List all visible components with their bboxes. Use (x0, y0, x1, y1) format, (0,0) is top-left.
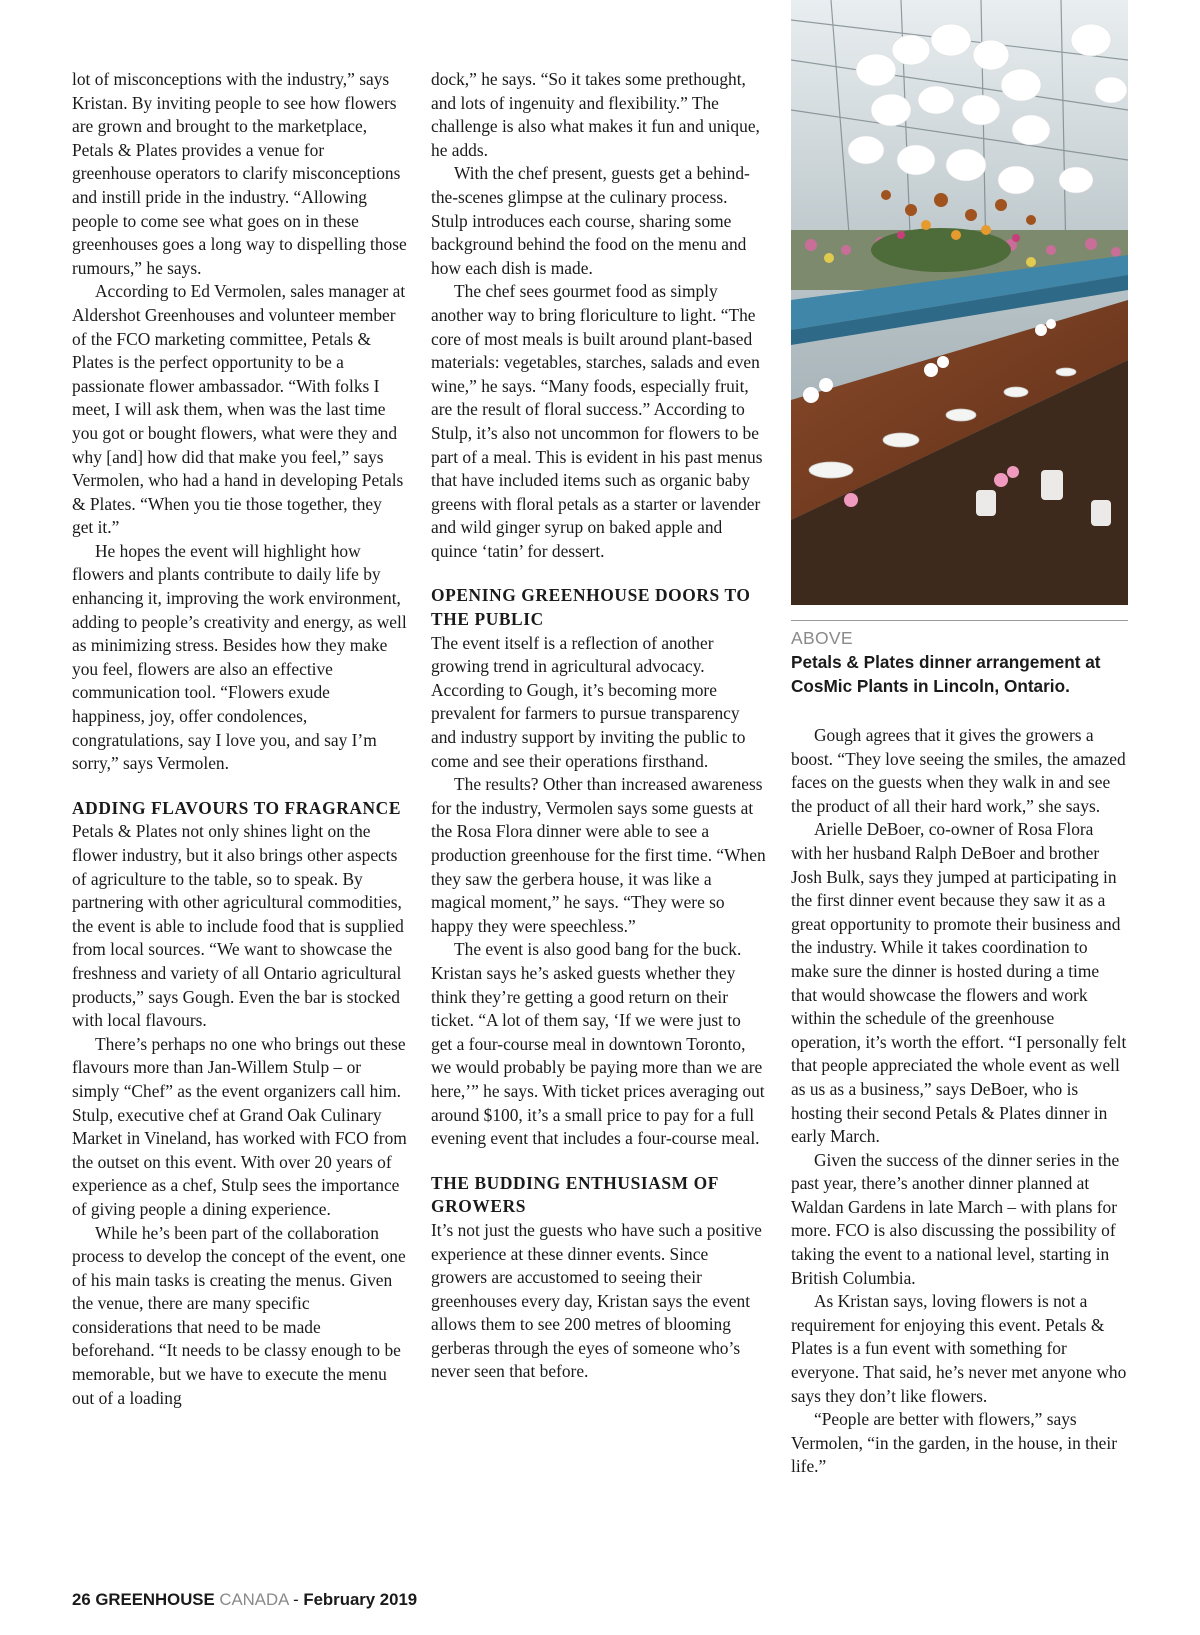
greenhouse-dinner-photo (791, 0, 1128, 605)
paragraph: “People are better with flowers,” says Vermolen, “in the garden, in the house, in their life.” (791, 1409, 1117, 1477)
paragraph: Given the success of the dinner series in the past year, there’s another dinner planned at Waldan Gardens in late March – with plans for more. FCO is also discussing the possibility of taking the event to a national level, starting in British Columbia. (791, 1149, 1120, 1288)
page-footer (72, 1590, 417, 1610)
magazine-name-second: CANADA (219, 1590, 289, 1609)
paragraph: It’s not just the guests who have such a positive experience at these dinner events. Since growers are accustomed to seeing their greenhouses every day, Kristan says the event allows them to see 200 metres of blooming gerberas through the eyes of someone who’s never seen that before. (431, 1219, 762, 1382)
section-heading: ADDING FLAVOURS TO FRAGRANCE (72, 797, 402, 818)
paragraph: The results? Other than increased awareness for the industry, Vermolen says some guests at the Rosa Flora dinner were able to see a production greenhouse for the first time. “When they saw the gerbera house, it was like a magical moment,” he says. “They were so happy they were speechless.” (431, 774, 766, 936)
paragraph: There’s perhaps no one who brings out these flavours more than Jan-Willem Stulp – or simply “Chef” as the event organizers call him. Stulp, executive chef at Grand Oak Culinary Market in Vineland, has worked with FCO from the outset on this event. With over 20 years of experience as a chef, Stulp sees the importance of giving people a dining experience. (72, 1033, 407, 1219)
paragraph: As Kristan says, loving flowers is not a requirement for enjoying this event. Petals & Plates is a fun event with something for everyone. That said, he’s never met anyone who says they don’t like flowers. (791, 1291, 1127, 1406)
paragraph: He hopes the event will highlight how flowers and plants contribute to daily life by enhancing it, improving the work environment, adding to people’s creativity and energy, as well as minimizing stress. Besides how they make you feel, flowers are also an effective communication tool. “Flowers exude happiness, joy, offer condolences, congratulations, say I love you, and say I’m sorry,” says Vermolen. (72, 540, 407, 774)
article-column-3 (791, 724, 1128, 1479)
paragraph: Gough agrees that it gives the growers a boost. “They love seeing the smiles, the amazed faces on the guests when they walk in and see the product of all their hard work,” she says. (791, 725, 1126, 816)
caption-kicker: ABOVE (791, 628, 853, 648)
paragraph: With the chef present, guests get a behind-the-scenes glimpse at the culinary process. Stulp introduces each course, sharing some background behind the food on the menu and how each dish is made. (431, 163, 750, 278)
photo-image (791, 0, 1128, 605)
magazine-name-first: GREENHOUSE (95, 1590, 215, 1609)
section-heading: OPENING GREENHOUSE DOORS TO THE PUBLIC (431, 585, 751, 630)
page-number: 26 (72, 1590, 91, 1609)
issue-date: February 2019 (303, 1590, 418, 1609)
paragraph: According to Ed Vermolen, sales manager at Aldershot Greenhouses and volunteer member of the FCO marketing committee, Petals & Plates is the perfect opportunity to be a passionate flower ambassador. “With folks I meet, I will ask them, when was the last time you got or bought flowers, what were they and why [and] how did that make you feel,” says Vermolen, who had a hand in developing Petals & Plates. “When you tie those together, they get it.” (72, 281, 406, 538)
article-column-1 (72, 68, 407, 1410)
article-column-2 (431, 68, 766, 1384)
paragraph: The chef sees gourmet food as simply another way to bring floriculture to light. “The core of most meals is built around plant-based materials: vegetables, starches, salads and even wine,” he says. “Many foods, especially fruit, are the result of floral success.” According to Stulp, it’s also not uncommon for flowers to be part of a meal. This is evident in his past menus that have included items such as organic baby greens with floral petals as a starter or lavender and wild ginger syrup on baked apple and quince ‘tatin’ for dessert. (431, 281, 763, 561)
photo-caption: Petals & Plates dinner arrangement at CosMic Plants in Lincoln, Ontario. (791, 652, 1101, 696)
paragraph: dock,” he says. “So it takes some prethought, and lots of ingenuity and flexibility.” The challenge is also what makes it fun and unique, he adds. (431, 69, 760, 160)
paragraph: Arielle DeBoer, co-owner of Rosa Flora with her husband Ralph DeBoer and brother Josh Bulk, says they jumped at participating in the first dinner event because they saw it as a great opportunity to promote their business and the industry. While it takes coordination to make sure the dinner is hosted during a time that would showcase the flowers and work within the schedule of the greenhouse operation, it’s worth the effort. “I personally felt that people appreciated the whole event as well as us as a business,” says DeBoer, who is hosting their second Petals & Plates dinner in early March. (791, 819, 1127, 1147)
paragraph: The event itself is a reflection of another growing trend in agricultural advocacy. According to Gough, it’s becoming more prevalent for farmers to pursue transparency and industry support by inviting the public to come and see their operations firsthand. (431, 632, 746, 771)
footer-separator: - (293, 1590, 299, 1609)
caption-rule (791, 620, 1128, 621)
paragraph: lot of misconceptions with the industry,” says Kristan. By inviting people to see how flowers are grown and brought to the marketplace, Petals & Plates provides a venue for greenhouse operators to clarify misconceptions and instill pride in the industry. “Allowing people to come see what goes on in these greenhouses goes a long way to dispelling those rumours,” he says. (72, 69, 407, 278)
section-heading: THE BUDDING ENTHUSIASM OF GROWERS (431, 1172, 719, 1217)
paragraph: The event is also good bang for the buck. Kristan says he’s asked guests whether they think they’re getting a good return on their ticket. “A lot of them say, ‘If we were just to get a four-course meal in downtown Toronto, we would probably be paying more than we are here,’” he says. With ticket prices averaging out around $100, it’s a small price to pay for a full evening event that includes a four-course meal. (431, 939, 765, 1149)
paragraph: Petals & Plates not only shines light on the flower industry, but it also brings other aspects of agriculture to the table, so to speak. By partnering with other agricultural commodities, the event is able to include food that is supplied from local sources. “We want to showcase the freshness and variety of all Ontario agricultural products,” says Gough. Even the bar is stocked with local flavours. (72, 821, 404, 1031)
paragraph: While he’s been part of the collaboration process to develop the concept of the event, one of his main tasks is creating the menus. Given the venue, there are many specific considerations that need to be made beforehand. “It needs to be classy enough to be memorable, but we have to execute the menu out of a loading (72, 1222, 406, 1408)
